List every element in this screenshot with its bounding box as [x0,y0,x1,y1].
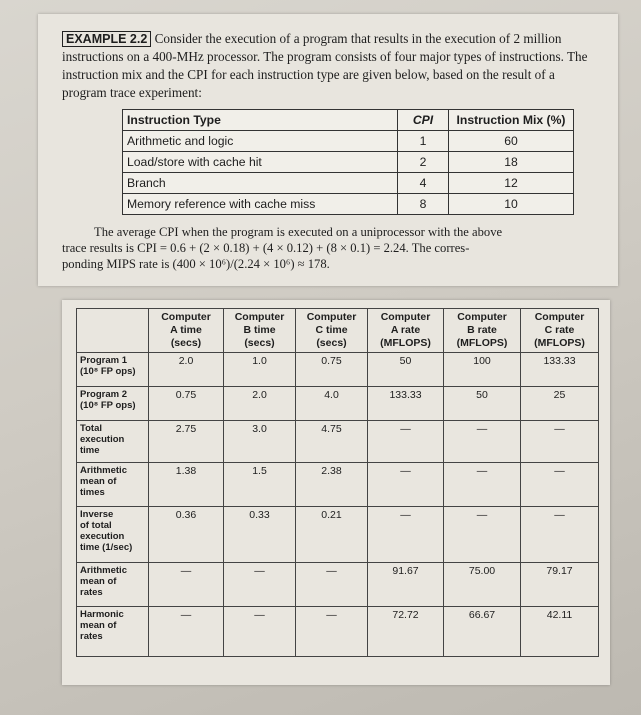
value-cell: 133.33 [521,353,599,387]
value-cell: — [444,507,521,563]
table-row [77,421,599,463]
row-label [77,507,149,563]
example-text: Consider the execution of a program that results in the execution of 2 million instructions on a 400-MHz processor. The program consists of four major types of instructions. The instruction mix and the CPI for each instruction type are given below, based on the result of a program trace experiment: [62,31,588,100]
row-label-line: time [80,445,100,456]
value-cell: 0.33 [224,507,296,563]
header-line: (MFLOPS) [456,337,508,349]
value-cell: 0.36 [149,507,224,563]
table-header-row [77,309,599,353]
row-label-line: mean of [80,576,117,587]
table-row [123,194,574,215]
value-cell: — [149,607,224,657]
result-line-3: ponding MIPS rate is (400 × 10⁶)/(2.24 × 10⁶) ≈ 178. [62,257,330,271]
value-cell: — [296,563,368,607]
value-cell: 4.75 [296,421,368,463]
value-cell: 2.75 [149,421,224,463]
header-instruction-type: Instruction Type [123,110,398,131]
value-cell: 75.00 [444,563,521,607]
row-label-line: Program 2 [80,389,127,400]
row-label-line: Arithmetic [80,465,127,476]
instruction-type-cell: Memory reference with cache miss [123,194,398,215]
mix-cell: 60 [449,131,574,152]
value-cell: 3.0 [224,421,296,463]
row-label [77,421,149,463]
value-cell: — [368,421,444,463]
value-cell: 2.0 [224,387,296,421]
row-label-line: mean of [80,476,117,487]
instruction-mix-table [122,109,574,215]
result-line-1: The average CPI when the program is executed on a uniprocessor with the above [94,225,503,239]
example-label: EXAMPLE 2.2 [62,31,151,47]
value-cell: — [444,463,521,507]
row-label-line: (10⁸ FP ops) [80,366,136,377]
table-row [77,353,599,387]
table-row [123,173,574,194]
header-line: Computer [234,311,285,323]
value-cell: — [368,463,444,507]
header-computer-column [296,309,368,353]
value-cell: 42.11 [521,607,599,657]
row-label [77,463,149,507]
header-line: Computer [534,311,585,323]
cpi-cell: 4 [398,173,449,194]
header-computer-column [368,309,444,353]
row-label-line: Total [80,423,102,434]
value-cell: 0.75 [149,387,224,421]
header-line: (secs) [244,337,275,349]
value-cell: — [368,507,444,563]
instruction-type-cell: Branch [123,173,398,194]
execution-rate-table [76,308,599,657]
value-cell: 0.21 [296,507,368,563]
value-cell: 0.75 [296,353,368,387]
row-label-line: time (1/sec) [80,542,133,553]
header-line: B time [243,324,276,336]
row-label-line: (10⁸ FP ops) [80,400,136,411]
table-row [77,387,599,421]
cpi-cell: 2 [398,152,449,173]
row-label [77,387,149,421]
table-row [123,152,574,173]
instruction-type-cell: Arithmetic and logic [123,131,398,152]
row-label-line: execution [80,434,125,445]
header-line: (secs) [170,337,202,349]
value-cell: 1.0 [224,353,296,387]
row-label-line: Arithmetic [80,565,127,576]
table-row [77,463,599,507]
row-label-line: of total [80,520,112,531]
header-line: Computer [457,311,507,323]
header-line: A time [170,324,202,336]
mix-cell: 12 [449,173,574,194]
value-cell: 100 [444,353,521,387]
value-cell: 133.33 [368,387,444,421]
header-line: C rate [544,324,575,336]
header-line: Computer [380,311,431,323]
header-line: B rate [467,324,497,336]
row-label-line: Harmonic [80,609,124,620]
value-cell: 1.5 [224,463,296,507]
table-header-row [123,110,574,131]
row-label-line: Inverse [80,509,114,520]
value-cell: — [521,463,599,507]
header-line: C time [315,324,348,336]
cpi-cell: 1 [398,131,449,152]
value-cell: — [224,563,296,607]
mix-cell: 10 [449,194,574,215]
row-label-line: execution [80,531,125,542]
row-label-line: Program 1 [80,355,127,366]
header-instruction-mix: Instruction Mix (%) [449,110,574,131]
instruction-type-cell: Load/store with cache hit [123,152,398,173]
mix-cell: 18 [449,152,574,173]
value-cell: — [521,507,599,563]
value-cell: — [224,607,296,657]
value-cell: 91.67 [368,563,444,607]
row-label [77,563,149,607]
row-label-line: rates [80,587,103,598]
header-computer-column [521,309,599,353]
example-paragraph [62,30,592,102]
value-cell: 4.0 [296,387,368,421]
header-line: (secs) [316,337,347,349]
value-cell: 2.0 [149,353,224,387]
header-line: A rate [390,324,421,336]
value-cell: — [296,607,368,657]
header-empty-corner [77,309,149,353]
header-line: (MFLOPS) [380,337,431,349]
value-cell: 72.72 [368,607,444,657]
table-row [77,607,599,657]
header-line: (MFLOPS) [534,337,585,349]
value-cell: — [444,421,521,463]
value-cell: — [521,421,599,463]
row-label-line: mean of [80,620,117,631]
row-label-line: times [80,487,105,498]
row-label [77,353,149,387]
header-computer-column [444,309,521,353]
row-label [77,607,149,657]
value-cell: 50 [368,353,444,387]
value-cell: — [149,563,224,607]
result-line-2: trace results is CPI = 0.6 + (2 × 0.18) + (4 × 0.12) + (8 × 0.1) = 2.24. The corres- [62,241,470,255]
result-paragraph [62,224,597,272]
header-computer-column [224,309,296,353]
value-cell: 50 [444,387,521,421]
header-computer-column [149,309,224,353]
row-label-line: rates [80,631,103,642]
table-row [77,507,599,563]
value-cell: 66.67 [444,607,521,657]
value-cell: 79.17 [521,563,599,607]
value-cell: 1.38 [149,463,224,507]
cpi-cell: 8 [398,194,449,215]
header-line: Computer [161,311,211,323]
value-cell: 25 [521,387,599,421]
table-row [123,131,574,152]
header-line: Computer [306,311,357,323]
table-row [77,563,599,607]
header-cpi: CPI [398,110,449,131]
value-cell: 2.38 [296,463,368,507]
